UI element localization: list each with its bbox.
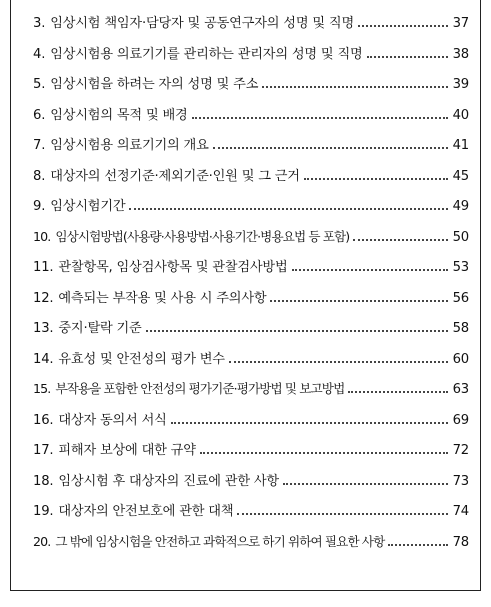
toc-entry-title: 대상자의 선정기준·제외기준·인원 및 그 근거 [50,168,300,184]
toc-leader-dots [171,422,448,424]
toc-entry-page: 45 [452,168,469,184]
toc-entry-title: 부작용을 포함한 안전성의 평가기준·평가방법 및 보고방법 [55,381,345,396]
toc-entry-title: 임상시험을 하려는 자의 성명 및 주소 [50,77,259,92]
toc-entry-title: 대상자 동의서 서식 [58,412,167,428]
toc-entry-page: 72 [452,443,469,458]
toc-entry[interactable] [33,378,469,409]
toc-entry-title: 임상시험방법(사용량·사용방법·사용기간·병용요법 등 포함) [55,228,350,244]
toc-leader-dots [213,147,448,149]
toc-entry[interactable] [33,104,469,135]
toc-entry-page: 41 [452,138,469,153]
toc-entry[interactable] [33,226,469,257]
toc-entry-number: 19. [33,504,54,519]
toc-entry-title: 대상자의 안전보호에 관한 대책 [58,504,234,519]
toc-entry-number: 20. [33,533,51,549]
toc-entry-page: 69 [452,412,469,428]
toc-entry[interactable] [33,287,469,318]
toc-entry-number: 10. [33,228,51,244]
toc-entry-page: 78 [452,534,469,550]
toc-entry-number: 11. [33,260,54,275]
toc-entry-number: 18. [33,473,54,489]
toc-entry[interactable] [33,73,469,104]
toc-entry[interactable] [33,165,469,196]
toc-entry-title: 임상시험용 의료기기의 개요 [50,138,209,153]
toc-entry-title: 관찰항목, 임상검사항목 및 관찰검사방법 [58,260,288,275]
toc-entry-number: 17. [33,443,54,458]
toc-entry-title: 그 밖에 임상시험을 안전하고 과학적으로 하기 위하여 필요한 사항 [55,533,385,549]
toc-leader-dots [353,239,448,241]
toc-entry[interactable] [33,409,469,440]
toc-leader-dots [304,178,448,180]
table-of-contents [33,12,469,561]
toc-entry-page: 53 [452,260,469,275]
toc-entry-page: 58 [452,321,469,336]
toc-entry-number: 8. [33,168,46,184]
toc-entry-page: 74 [452,504,469,519]
toc-entry[interactable] [33,531,469,562]
toc-entry-page: 37 [452,16,469,31]
toc-entry[interactable] [33,317,469,348]
toc-leader-dots [237,513,448,515]
toc-entry[interactable] [33,12,469,43]
toc-entry-title: 피해자 보상에 대한 규약 [58,443,196,458]
toc-leader-dots [200,452,448,454]
toc-entry-number: 14. [33,351,54,367]
toc-entry-number: 15. [33,381,51,396]
toc-entry-title: 예측되는 부작용 및 사용 시 주의사항 [58,290,267,306]
toc-entry-number: 6. [33,107,46,123]
toc-entry-page: 60 [452,351,469,367]
toc-leader-dots [283,483,448,485]
toc-entry[interactable] [33,195,469,226]
toc-leader-dots [192,117,448,119]
toc-entry[interactable] [33,134,469,165]
toc-entry-number: 12. [33,290,54,306]
toc-entry-number: 13. [33,321,54,336]
toc-entry-title: 임상시험기간 [50,199,126,214]
toc-entry-title: 임상시험 후 대상자의 진료에 관한 사항 [58,473,279,489]
toc-entry-number: 16. [33,412,54,428]
toc-entry-title: 임상시험용 의료기기를 관리하는 관리자의 성명 및 직명 [50,46,363,62]
toc-entry[interactable] [33,348,469,379]
toc-entry-page: 38 [452,46,469,62]
toc-entry-number: 4. [33,46,46,62]
toc-entry-number: 3. [33,16,46,31]
toc-entry-number: 7. [33,138,46,153]
toc-entry-page: 56 [452,290,469,306]
toc-entry[interactable] [33,43,469,74]
toc-entry-title: 임상시험 책임자·담당자 및 공동연구자의 성명 및 직명 [50,16,354,31]
toc-entry-page: 40 [452,107,469,123]
toc-leader-dots [348,391,448,393]
toc-leader-dots [270,300,448,302]
toc-entry-page: 49 [452,199,469,214]
toc-entry-page: 50 [452,229,469,245]
toc-leader-dots [388,544,448,546]
toc-entry[interactable] [33,500,469,531]
toc-leader-dots [229,361,448,363]
toc-leader-dots [358,25,448,27]
toc-entry-page: 39 [452,77,469,92]
toc-leader-dots [367,56,448,58]
toc-entry-title: 임상시험의 목적 및 배경 [50,107,188,123]
toc-leader-dots [129,208,448,210]
toc-entry-number: 9. [33,199,46,214]
toc-entry[interactable] [33,256,469,287]
toc-leader-dots [146,330,448,332]
toc-entry[interactable] [33,439,469,470]
toc-entry-number: 5. [33,77,46,92]
toc-entry-title: 유효성 및 안전성의 평가 변수 [58,351,225,367]
toc-entry-title: 중지·탈락 기준 [58,321,142,336]
toc-entry-page: 63 [452,382,469,397]
toc-leader-dots [262,86,448,88]
toc-leader-dots [292,269,448,271]
toc-entry[interactable] [33,470,469,501]
toc-entry-page: 73 [452,473,469,489]
